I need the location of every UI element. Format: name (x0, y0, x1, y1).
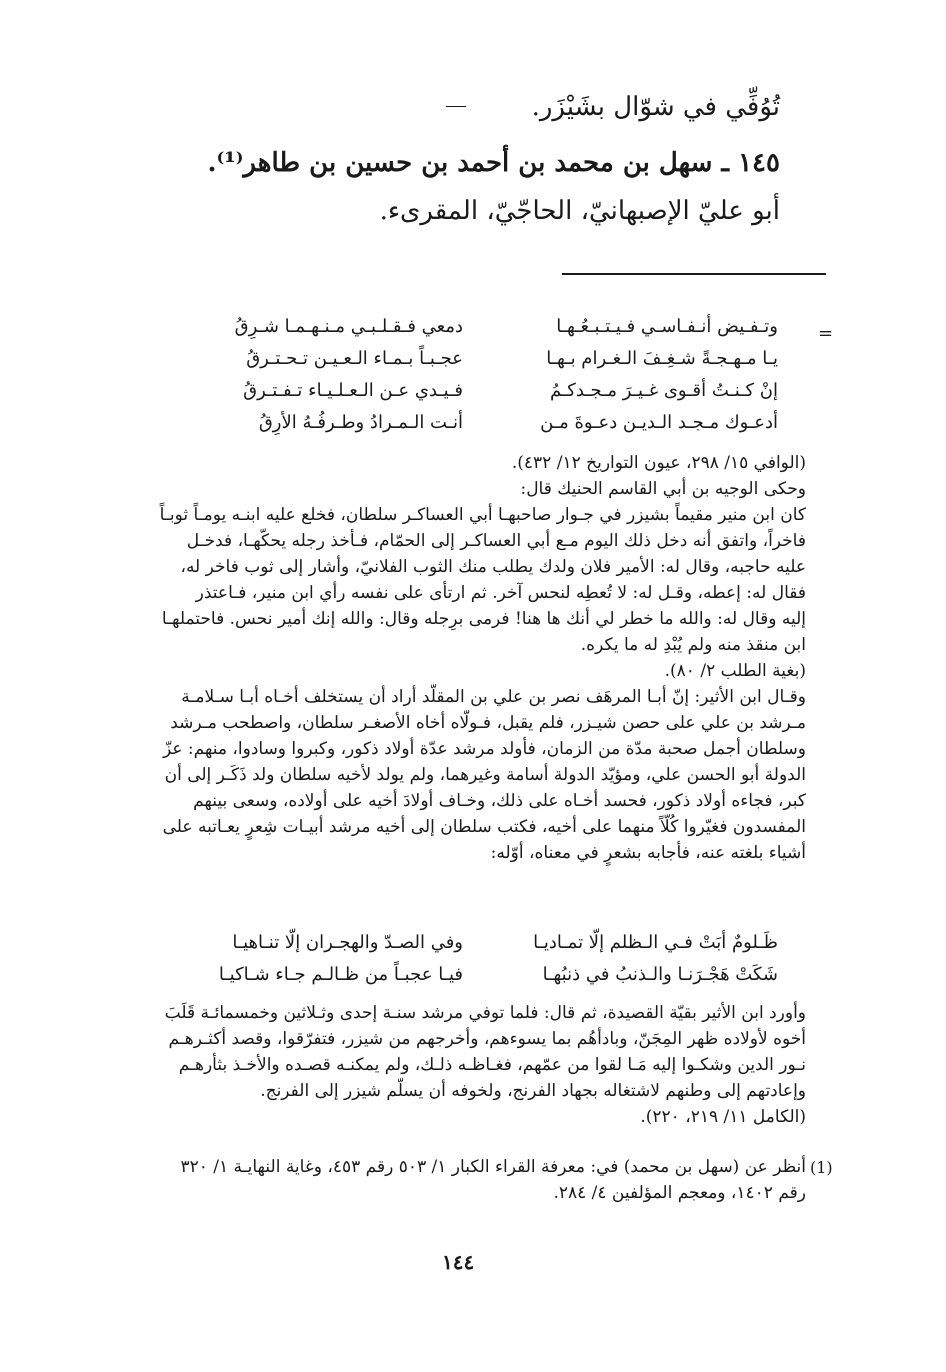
poem2-verse-2-first-hemistich: شَكَتْ هَجْـرَنـا والـذنبُ في ذنبُهـا (542, 964, 778, 985)
footnote-line: أنظر عن (سهل بن محمد) في: معرفة القراء الكبار ١/ ٥٠٣ رقم ٤٥٣، وغاية النهايـة ١/ ٣٢٠ (180, 1157, 806, 1177)
entry-title: ١٤٥ ـ سهل بن محمد بن أحمد بن حسين بن طاهر⁽¹⁾. (207, 148, 780, 178)
text-line: (الكامل ١١/ ٢١٩، ٢٢٠). (640, 1107, 806, 1127)
text-line: أشياء بلغته عنه، فأجابه بشعرٍ في معناه، أوّله: (490, 843, 806, 863)
entry-nisba: أبو عليّ الإصبهانيّ، الحاجّيّ، المقرىء. (379, 196, 780, 226)
stray-mark (446, 106, 466, 107)
text-line: كبر، فجاءه أولاد ذكور، فحسد أخـاه على ذلك، وخـاف أولادَ أخيه على أولاده، وسعى بينهم (193, 791, 806, 811)
footnote-separator (562, 273, 826, 275)
text-line: وإعادتهم إلى وطنهم لاشتغاله بجهاد الفرنج، ولخوفه أن يسلّم شيزر إلى الفرنج. (260, 1081, 806, 1101)
poem1-verse-3-second-hemistich: فـيـدي عـن الـعـلـيـاء تـفـتـرقُ (243, 380, 463, 401)
poem1-verse-2 (178, 348, 778, 378)
poem2-verse-2 (178, 964, 778, 994)
poem1-verse-4-first-hemistich: أدعـوك مـجـد الـديـن دعـوةَ مـن (540, 412, 778, 433)
previous-entry-ending: تُوُفِّي في شوّال بشَيْزَر. (531, 92, 780, 122)
footnote-line: رقم ١٤٠٢، ومعجم المؤلفين ٤/ ٢٨٤. (553, 1183, 806, 1203)
text-line: وقـال ابن الأثير: إنّ أبـا المرهَف نصر بن علي بن المقلّد أراد أن يستخلف أخـاه أبـا سـلامـة (181, 687, 806, 707)
text-line: فاخراً، واتفق أنه دخل ذلك اليوم مـع أبي العساكـر إلى الحمّام، فـأخذ رجله يحكّهـا، فدخـل (186, 531, 806, 551)
text-line: وحكى الوجيه بن أبي القاسم الحنيك قال: (520, 479, 806, 499)
page-number: ١٤٤ (442, 1250, 475, 1274)
text-line: (الوافي ١٥/ ٢٩٨، عيون التواريخ ١٢/ ٤٣٢). (511, 453, 806, 473)
poem1-verse-1-first-hemistich: وتـفـيض أنـفـاسـي فـيـتـبـعُـهـا (556, 316, 778, 337)
poem2-verse-1-first-hemistich: ظَـلومٌ أبَتْ فـي الـظلم إلّا تمـاديـا (533, 932, 778, 953)
footnote-marker: (1) (810, 1158, 833, 1177)
text-line: الدولة أبو الحسن علي، ومؤيّد الدولة أسامة وغيرهما، ولم يولد لأخيه سلطان ولد ذَكَـر إلى أن (164, 765, 806, 785)
text-line: إليه وقال له: والله ما خطر لي أنك ها هنا! فرمى برِجله وقال: والله إنك أمير نحس. فاحتملهـا (161, 609, 806, 629)
text-line: فقال له: إعطه، وقـل له: لا تُعطِه لنحس آخر. ثم ارتأى على نفسه رأي ابن منير، فـاعتذر (195, 583, 806, 603)
main-text-block-1 (108, 450, 806, 866)
text-line: مـرشد بن علي على حصن شيـزر، فلم يقبل، فـولّاه أخاه الأصغـر سلطان، واصطحب مـرشد (170, 713, 806, 733)
poem2-verse-1 (178, 932, 778, 962)
poem1-verse-3-first-hemistich: إنْ كـنـتُ أقـوى غـيـرَ مـجـدكـمُ (550, 380, 778, 401)
text-line: وأورد ابن الأثير بقيّة القصيدة، ثم قال: فلما توفي مرشد سنـة إحدى وثـلاثين وخمسمائـة قَلَبَ (164, 1003, 806, 1023)
footnote-block (108, 1154, 806, 1206)
continuation-mark: = (818, 323, 834, 344)
poem1-verse-2-second-hemistich: عجـبـاً بـمـاء الـعـيـن تـحـتـرقُ (246, 348, 463, 369)
poem1-verse-1-second-hemistich: دمعي فـقـلـبـي مـنـهـمـا شـرِقُ (234, 316, 463, 337)
text-line: كان ابن منير مقيماً بشيزر في جـوار صاحبهـا أبي العساكـر سلطان، فخلع عليه ابنـه يومـاً ثوبـاً (159, 505, 806, 525)
text-line: (بغية الطلب ٢/ ٨٠). (664, 661, 806, 681)
poem1-verse-4-second-hemistich: أنـت الـمـرادُ وطـرفُـهُ الأرِقُ (258, 412, 463, 433)
text-line: المفسدون فغيّروا كُلّاً منهما على أخيه، فكتب سلطان إلى أخيه مرشد أبيـات شِعرٍ يعـاتبه على (162, 817, 806, 837)
poem2-verse-2-second-hemistich: فيـا عجبـاً من ظـالـم جـاء شـاكيـا (218, 964, 463, 985)
text-line: نـور الدين وشكـوا إليه مَـا لقوا من عمّهم، فغـاظـه ذلـك، ولم يمكنـه قصـده والأخـذ بثأرهـم (178, 1055, 806, 1075)
text-line: وسلطان أجمل صحبة مدّة من الزمان، فأولد مرشد عدّة أولاد ذكور، وكبروا وسادوا، منهم: عزّ (162, 739, 806, 759)
poem1-verse-2-first-hemistich: يـا مـهـجـةً شـغِـفَ الـغـرام بـهـا (546, 348, 778, 369)
text-line: ابن منقذ منه ولم يُبْدِ له ما يكره. (580, 635, 806, 655)
poem1-verse-4 (178, 412, 778, 442)
main-text-block-2 (108, 1000, 806, 1130)
poem1-verse-3 (178, 380, 778, 410)
text-line: عليه حاجبه، وقال له: الأمير فلان ولدك يطلب منك الثوب الفلانيّ، وأشار إلى ثوب فاخر له، (180, 557, 806, 577)
poem2-verse-1-second-hemistich: وفي الصـدّ والهجـران إلّا تنـاهيـا (232, 932, 463, 953)
poem1-verse-1 (178, 316, 778, 346)
text-line: أخوه لأولاده ظهر المِجَنّ، وبادأهُم بما يسوءهم، وأخرجهم من شيزر، فتفرّقوا، وقصد أكثـرهـم (168, 1029, 806, 1049)
